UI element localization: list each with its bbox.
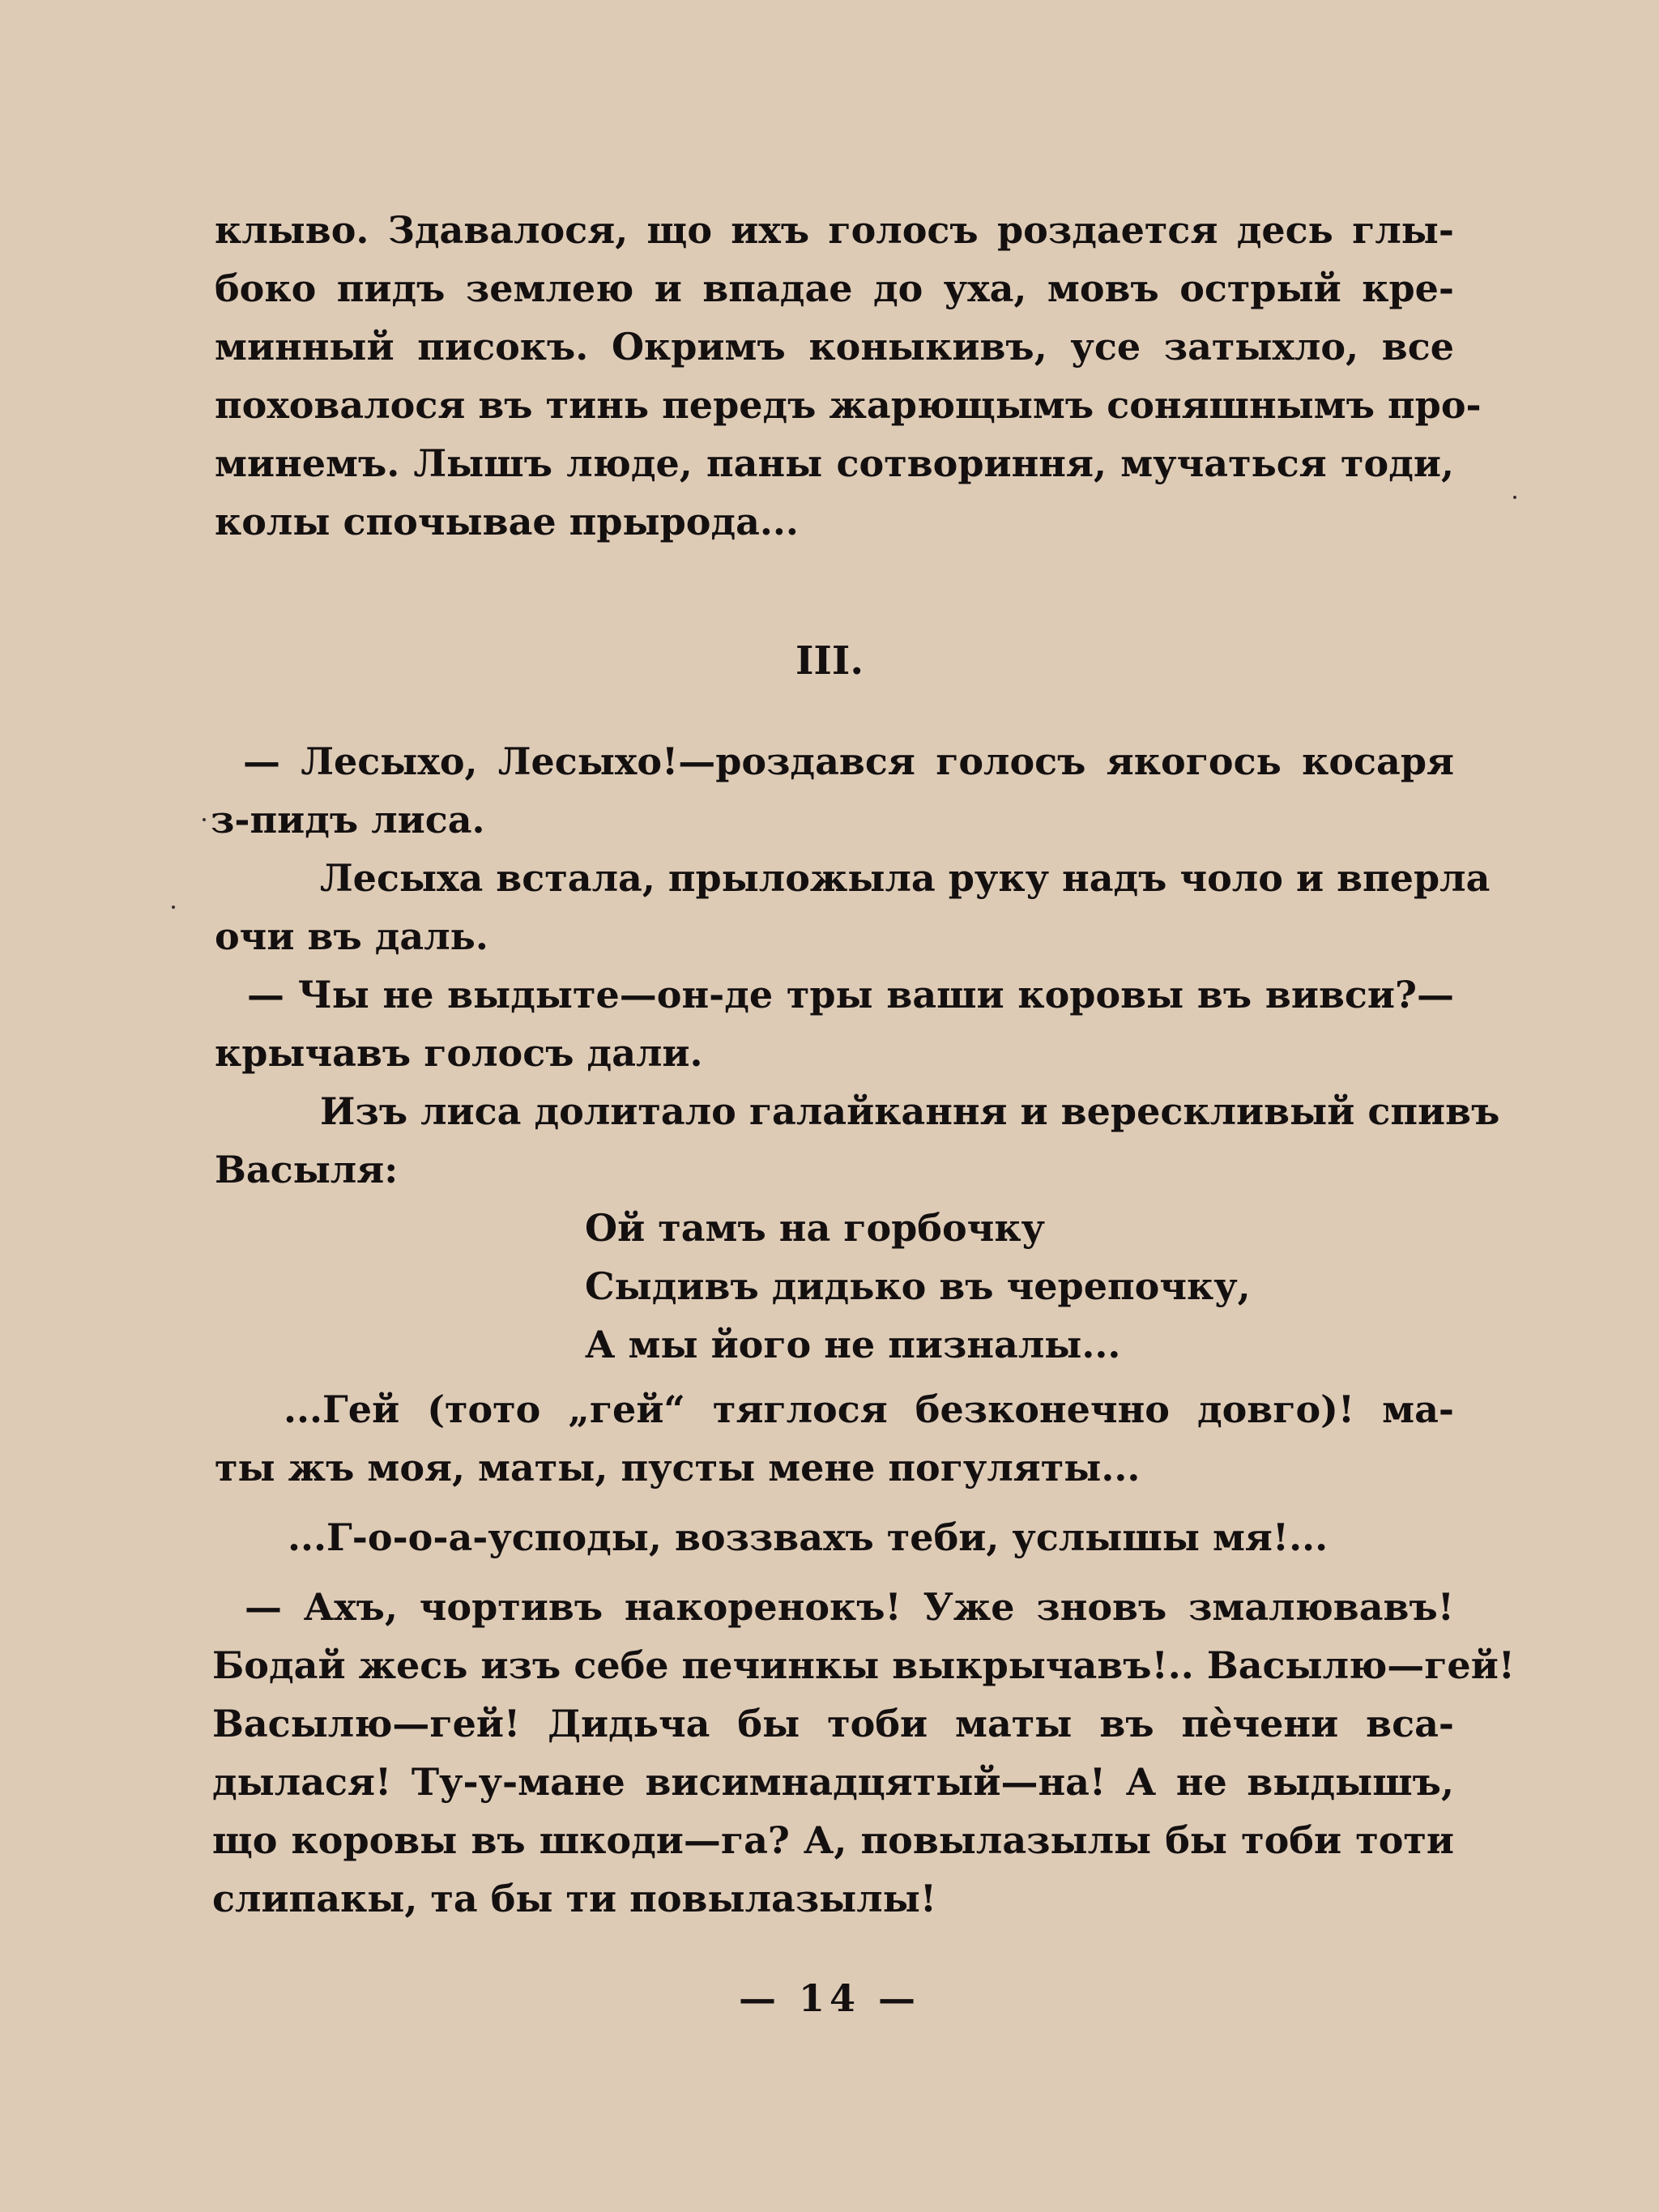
paragraph [215, 1380, 1454, 1497]
text-line: ты жъ моя, маты, пусты мене погуляты... [215, 1446, 1141, 1490]
text-line: минемъ. Лышъ люде, паны сотвориння, мучаться тоди, [215, 441, 1454, 485]
verse-line: Сыдивъ дидько въ черепочку, [585, 1264, 1251, 1308]
verse-line: А мы його не пизналы... [585, 1323, 1121, 1366]
section-heading: III. [795, 638, 864, 684]
text-line: крычавъ голосъ дали. [215, 1031, 703, 1075]
text-line: слипакы, та бы ти повылазылы! [212, 1877, 937, 1920]
dialogue-paragraph [211, 732, 1454, 849]
text-line: Изъ лиса долитало галайкання и верескливый спивъ [320, 1089, 1500, 1133]
text-line: дылася! Ту-у-мане висимнадцятый—на! А не выдышъ, [212, 1760, 1454, 1804]
text-line: Васылю—гей! Дидьча бы тоби маты въ пѐчени вса- [212, 1702, 1454, 1745]
text-line: поховалося въ тинь передъ жарющымъ соняшнымъ про- [215, 383, 1482, 427]
text-line: — Чы не выдыте—он-де тры ваши коровы въ вивси?— [247, 973, 1454, 1016]
paragraph-continuation [215, 201, 1482, 551]
text-line: Васыля: [215, 1148, 399, 1191]
song-verse [585, 1199, 1251, 1374]
text-line: боко пидъ землею и впадае до уха, мовъ острый кре- [215, 266, 1454, 310]
text-line: очи въ даль. [215, 914, 488, 958]
text-line: минный писокъ. Окримъ коныкивъ, усе затыхло, все [215, 325, 1454, 369]
text-line: що коровы въ шкоди—га? А, повылазылы бы тоби тоти [212, 1818, 1454, 1862]
text-line: Лесыха встала, прыложыла руку надъ чоло и вперла [320, 856, 1491, 900]
text-line: з-пидъ лиса. [211, 798, 485, 842]
text-line: — Лесыхо, Лесыхо!—роздався голосъ якогось косаря [243, 739, 1454, 783]
text-line: ...Г-о-о-а-усподы, воззвахъ теби, услышы мя!... [288, 1515, 1328, 1559]
scan-speck [172, 906, 175, 909]
scan-speck [203, 818, 206, 821]
text-line: — Ахъ, чортивъ накоренокъ! Уже зновъ змалювавъ! [245, 1585, 1454, 1629]
verse-line: Ой тамъ на горбочку [585, 1206, 1045, 1250]
text-line: колы спочывае прырода... [215, 500, 799, 543]
dialogue-paragraph [212, 1578, 1516, 1928]
text-line: клыво. Здавалося, що ихъ голосъ роздается десь глы- [215, 208, 1454, 252]
paragraph [215, 849, 1491, 965]
text-line: Бодай жесь изъ себе печинкы выкрычавъ!.. Васылю—гей! [212, 1643, 1516, 1687]
paragraph [215, 1082, 1500, 1199]
dialogue-paragraph [215, 965, 1454, 1082]
scan-speck [1513, 496, 1516, 499]
paragraph [215, 1508, 1454, 1566]
text-line: ...Гей (тото „гей“ тяглося безконечно довго)! ма- [284, 1387, 1454, 1431]
page-number: — 14 — [738, 1976, 921, 2020]
